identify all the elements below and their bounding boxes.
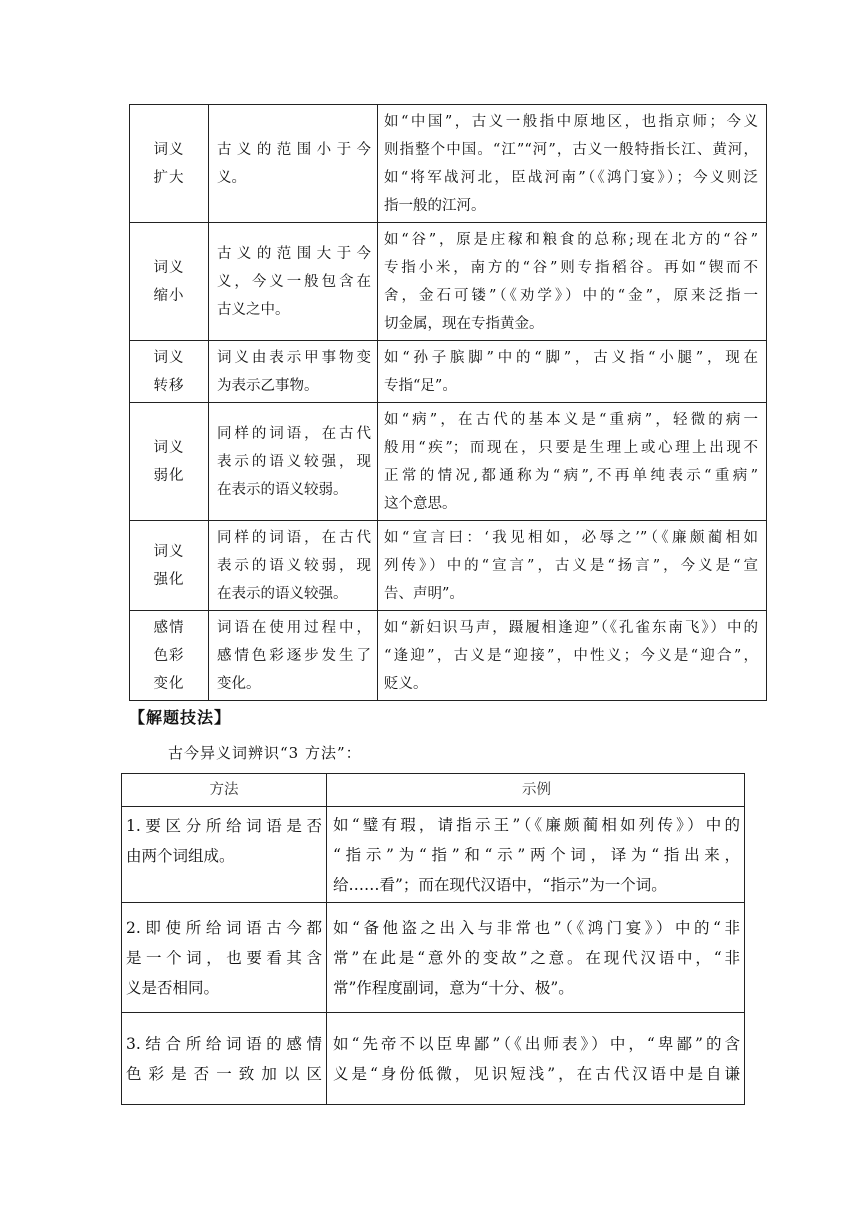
table-row — [130, 341, 767, 403]
example-line: “逢迎”，古义是“迎接”，中性义；今义是“迎合”， — [384, 647, 758, 664]
example-cell — [378, 611, 767, 701]
example-line: 般用“疾”；而现在，只要是生理上或心理上出现不 — [384, 439, 758, 456]
example-line: 如“新妇识马声，蹑履相逢迎”（《孔雀东南飞》）中的 — [384, 619, 758, 636]
example-line: 指一般的江河。 — [384, 197, 486, 214]
example-line: 告、声明”。 — [384, 585, 464, 602]
description-cell — [209, 403, 378, 521]
description-line: 在表示的语义较弱。 — [217, 481, 348, 498]
table-row — [130, 611, 767, 701]
example-line: 正常的情况,都通称为“病”,不再单纯表示“重病” — [384, 467, 758, 484]
description-cell — [209, 223, 378, 341]
term-text: 强化 — [153, 571, 185, 588]
description-line: 变化。 — [217, 675, 261, 692]
example-line: 如“中国”，古义一般指中原地区，也指京师；今义 — [384, 113, 758, 130]
term-cell — [130, 521, 209, 611]
term-cell — [130, 223, 209, 341]
term-text: 色彩 — [153, 647, 185, 664]
example-cell — [327, 903, 745, 1013]
example-line: 如“宣言曰：‘我见相如，必辱之’”（《廉颇蔺相如 — [384, 529, 758, 546]
description-line: 古义的范围小于今 — [217, 141, 371, 158]
example-cell — [378, 223, 767, 341]
table-row — [122, 807, 745, 903]
example-line: 如“璧有瑕，请指示王”（《廉颇蔺相如列传》）中的 — [333, 815, 740, 834]
example-line: 如“孙子膑脚”中的“脚”，古义指“小腿”，现在 — [384, 349, 758, 366]
term-text: 变化 — [153, 675, 185, 692]
method-cell — [122, 903, 327, 1013]
word-meaning-change-table — [129, 104, 767, 701]
description-line: 感情色彩逐步发生了 — [217, 647, 371, 664]
method-table — [121, 773, 745, 1105]
method-cell — [122, 1013, 327, 1105]
example-cell — [327, 807, 745, 903]
column-header-method: 方法 — [122, 774, 327, 807]
method-line: 义是否相同。 — [126, 978, 220, 997]
description-line: 表示的语义较强，现 — [217, 453, 371, 470]
example-line: 列传》）中的“宣言”，古义是“扬言”，今义是“宣 — [384, 557, 758, 574]
description-line: 古义的范围大于今 — [217, 245, 371, 262]
column-header-example: 示例 — [327, 774, 745, 807]
example-line: 则指整个中国。“江”“河”，古义一般特指长江、黄河， — [384, 141, 758, 158]
term-cell — [130, 341, 209, 403]
method-line: 1.要区分所给词语是否 — [126, 817, 322, 835]
table-row — [122, 903, 745, 1013]
term-cell — [130, 105, 209, 223]
example-line: 义是“身份低微，见识短浅”，在古代汉语中是自谦 — [333, 1064, 740, 1083]
table-row — [130, 105, 767, 223]
method-cell — [122, 807, 327, 903]
method-line: 色彩是否一致加以区 — [126, 1064, 322, 1083]
term-text: 词义 — [153, 439, 185, 456]
example-line: 如“备他盗之出入与非常也”（《鸿门宴》）中的“非 — [333, 918, 740, 937]
term-text: 转移 — [153, 377, 185, 394]
term-text: 弱化 — [153, 467, 185, 484]
example-line: 如“病”，在古代的基本义是“重病”，轻微的病一 — [384, 411, 758, 428]
term-cell — [130, 611, 209, 701]
example-line: 给……看”；而在现代汉语中，“指示”为一个词。 — [333, 875, 667, 894]
example-line: 专指“足”。 — [384, 377, 457, 394]
example-line: 贬义。 — [384, 675, 428, 692]
method-line: 由两个词组成。 — [126, 847, 235, 865]
description-line: 古义之中。 — [217, 301, 290, 318]
section-intro: 古今异义词辨识“3 方法”： — [168, 744, 362, 762]
method-line: 3.结合所给词语的感情 — [126, 1034, 322, 1053]
example-line: 常”作程度副词，意为“十分、极”。 — [333, 978, 574, 997]
method-line: 是一个词，也要看其含 — [126, 948, 322, 967]
term-cell — [130, 403, 209, 521]
term-text: 词义 — [153, 141, 185, 158]
description-cell — [209, 611, 378, 701]
description-line: 表示的语义较弱，现 — [217, 557, 371, 574]
description-line: 词语在使用过程中， — [217, 619, 371, 636]
table-row — [130, 521, 767, 611]
example-cell — [378, 341, 767, 403]
example-line: 常”在此是“意外的变故”之意。在现代汉语中，“非 — [333, 948, 740, 967]
example-cell — [378, 403, 767, 521]
description-line: 义。 — [217, 169, 246, 186]
example-line: 如“谷”，原是庄稼和粮食的总称;现在北方的“谷” — [384, 231, 758, 248]
section-title: 【解题技法】 — [129, 708, 232, 727]
term-text: 感情 — [153, 619, 185, 636]
term-text: 词义 — [153, 259, 185, 276]
term-text: 词义 — [153, 543, 185, 560]
example-line: 舍，金石可镂”（《劝学》）中的“金”，原来泛指一 — [384, 287, 758, 304]
description-line: 词义由表示甲事物变 — [217, 349, 371, 366]
description-cell — [209, 105, 378, 223]
table-row — [122, 1013, 745, 1105]
table-header-row — [122, 774, 745, 807]
example-line: 切金属，现在专指黄金。 — [384, 315, 544, 332]
example-line: 专指小米，南方的“谷”则专指稻谷。再如“锲而不 — [384, 259, 758, 276]
example-cell — [327, 1013, 745, 1105]
method-line: 2.即使所给词语古今都 — [126, 918, 322, 937]
example-cell — [378, 521, 767, 611]
description-line: 义，今义一般包含在 — [217, 273, 371, 290]
description-line: 同样的词语，在古代 — [217, 529, 371, 546]
term-text: 扩大 — [153, 169, 185, 186]
term-text: 缩小 — [153, 287, 185, 304]
description-line: 为表示乙事物。 — [217, 377, 319, 394]
description-cell — [209, 521, 378, 611]
term-text: 词义 — [153, 349, 185, 366]
table-row — [130, 403, 767, 521]
example-line: “指示”为“指”和“示”两个词，译为“指出来， — [333, 845, 740, 864]
description-line: 同样的词语，在古代 — [217, 425, 371, 442]
description-line: 在表示的语义较强。 — [217, 585, 348, 602]
table-row — [130, 223, 767, 341]
example-cell — [378, 105, 767, 223]
example-line: 如“先帝不以臣卑鄙”（《出师表》）中，“卑鄙”的含 — [333, 1034, 740, 1053]
example-line: 如“将军战河北，臣战河南”（《鸿门宴》）；今义则泛 — [384, 169, 758, 186]
description-cell — [209, 341, 378, 403]
example-line: 这个意思。 — [384, 495, 457, 512]
